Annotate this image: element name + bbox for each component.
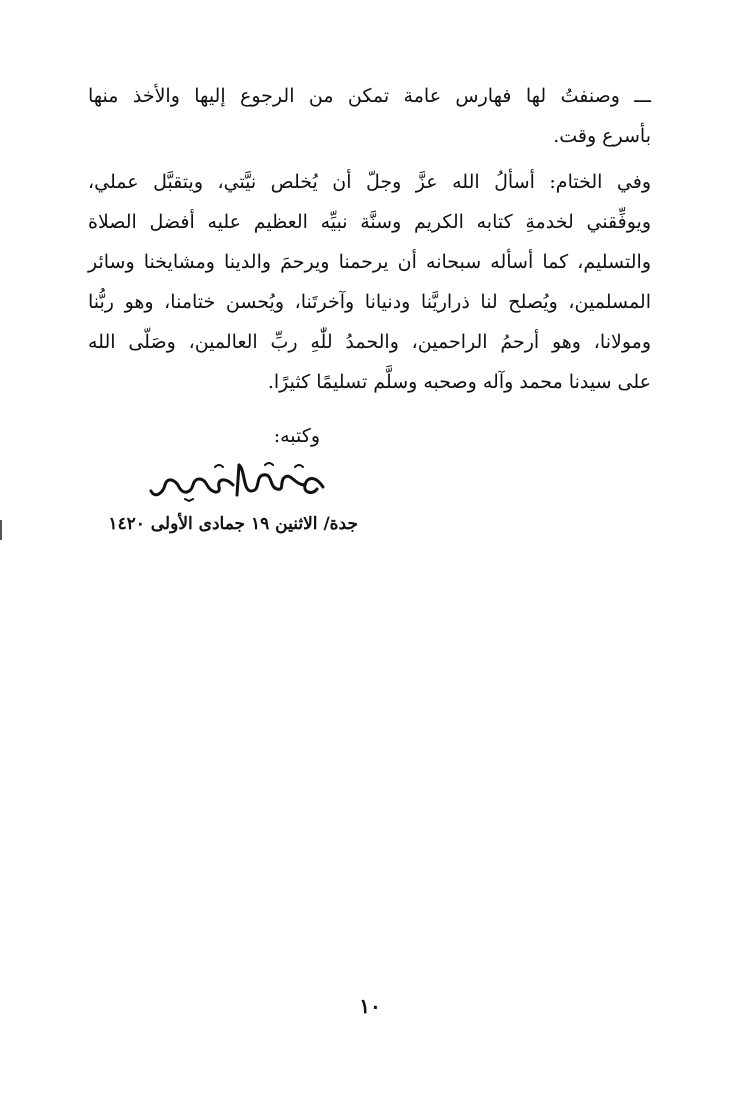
handwritten-signature [145,455,330,505]
paragraph-line: ومولانا، وهو أرحمُ الراحمين، والحمدُ للّٰهِ ربِّ العالمين، وصَلّى الله [88,331,651,353]
paragraph-line: والتسليم، كما أسأله سبحانه أن يرحمنا ويرحمَ والدينا ومشايخنا وسائر [88,251,651,273]
paragraph-line: المسلمين، ويُصلح لنا ذراريَّنا ودنيانا وآخرتَنا، ويُحسن ختامنا، وهو ربُّنا [88,291,651,313]
paragraph-line: ـــ وصنفتُ لها فهارس عامة تمكن من الرجوع إليها والأخذ منها [88,85,651,107]
bullet-paragraph [88,76,651,156]
paragraph-line: على سيدنا محمد وآله وصحبه وسلَّم تسليمًا كثيرًا. [267,371,651,393]
page-number: ١٠ [359,994,381,1018]
closing-paragraph [88,162,651,402]
scan-edge-mark [0,520,2,540]
place-date: جدة/ الاثنين ١٩ جمادى الأولى ١٤٢٠ [108,514,358,534]
paragraph-line: وفي الختام: أسألُ الله عزَّ وجلّ أن يُخلص نيَّتي، ويتقبَّل عملي، [88,171,651,193]
paragraph-line: بأسرع وقت. [553,125,651,147]
signature-label: وكتبه: [273,425,320,447]
paragraph-line: ويوفِّقني لخدمةِ كتابه الكريم وسنَّة نبيِّه العظيم عليه أفضل الصلاة [88,211,651,233]
